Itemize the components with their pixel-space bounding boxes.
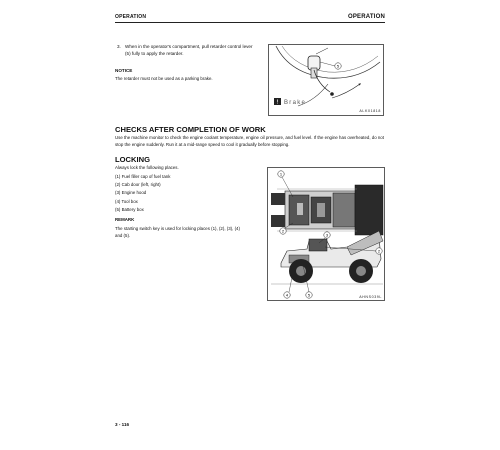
- header-rule: [115, 22, 385, 23]
- figure-code-2: AHNS039L: [359, 295, 382, 299]
- svg-text:2: 2: [377, 248, 381, 254]
- remark-line-1: The starting switch key is used for locking places (1), (2), (3), (4): [115, 226, 240, 231]
- remark-title: REMARK: [115, 217, 135, 222]
- remark-line-2: and (5).: [115, 233, 131, 238]
- svg-text:3: 3: [325, 232, 329, 238]
- locking-section-title: LOCKING: [115, 155, 151, 164]
- svg-text:!: !: [276, 99, 279, 106]
- notice-title: NOTICE: [115, 68, 133, 73]
- list-item: (2) Cab door (left, right): [115, 182, 161, 188]
- figure-code-1: ALK01818: [359, 109, 381, 113]
- retarder-lever-illustration: [268, 44, 384, 116]
- svg-text:5: 5: [336, 63, 340, 69]
- locking-list: [115, 173, 170, 214]
- notice-text: The retarder must not be used as a parking brake.: [115, 76, 213, 81]
- step-line-1: When in the operator's compartment, pull retarder control lever: [125, 44, 253, 49]
- lock-locations-figure: [267, 167, 385, 301]
- brake-label: Brake: [284, 100, 307, 106]
- step-number: 3.: [117, 44, 121, 49]
- list-item: (1) Fuel filler cap of fuel tank: [115, 174, 171, 179]
- brake-warning-symbol: [274, 98, 281, 106]
- svg-text:4: 4: [285, 292, 289, 298]
- checks-section-title: CHECKS AFTER COMPLETION OF WORK: [115, 125, 266, 134]
- locking-intro: Always lock the following places.: [115, 165, 179, 170]
- header-section-left: OPERATION: [115, 14, 147, 20]
- dump-truck-illustration: [267, 167, 385, 301]
- checks-paragraph: Use the machine monitor to check the engine coolant temperature, engine oil pressure, and fuel level. If the engine has overheated, do not stop the engine suddenly. Run it at a mid-range speed to cool it gradually before stopping.: [115, 135, 384, 147]
- list-item: (3) Engine hood: [115, 190, 147, 196]
- retarder-lever-figure: [268, 44, 384, 116]
- svg-text:1: 1: [279, 171, 283, 177]
- list-item: (4) Tool box: [115, 198, 138, 204]
- step-line-2: (5) fully to apply the retarder.: [125, 50, 184, 56]
- list-item: (5) Battery box: [115, 206, 144, 212]
- svg-text:2: 2: [281, 228, 285, 234]
- remark-text: [115, 225, 265, 239]
- page-number: 3 - 116: [115, 422, 130, 427]
- retarder-step: [115, 44, 265, 58]
- header-section-right: OPERATION: [347, 14, 385, 20]
- truck-top-view: [271, 185, 383, 235]
- svg-text:5: 5: [307, 292, 311, 298]
